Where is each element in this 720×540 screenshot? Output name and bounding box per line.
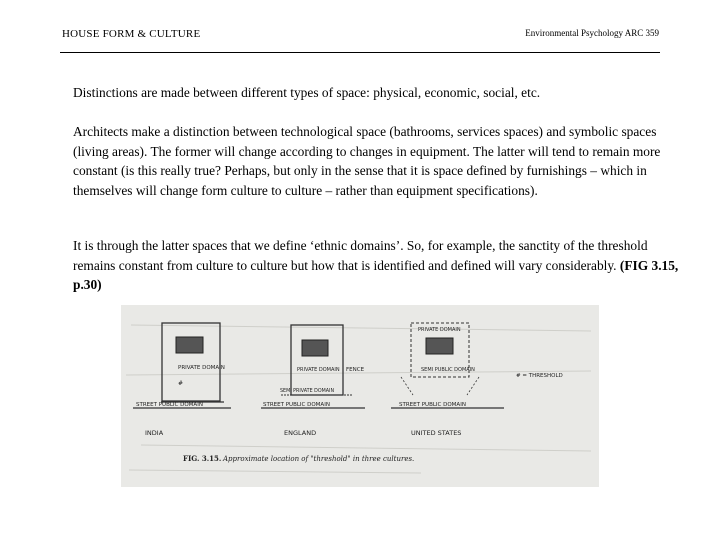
paragraph-ethnic-domains xyxy=(73,236,683,295)
figure-reference: (FIG 3.15, p.30) xyxy=(73,257,679,292)
england-label-private: PRIVATE DOMAIN xyxy=(297,367,340,373)
england-country-label: ENGLAND xyxy=(284,429,317,437)
header-divider xyxy=(60,52,660,53)
india-label-private: PRIVATE DOMAIN xyxy=(178,365,225,371)
us-country-label: UNITED STATES xyxy=(411,429,462,437)
paragraph-ethnic-domains-text: It is through the latter spaces that we define ‘ethnic domains’. So, for example, the sanctity of the threshold remains constant from culture to culture but how that is identified and defined will vary considerably. xyxy=(73,238,648,273)
paragraph-space-types: Distinctions are made between different types of space: physical, economic, social, etc. xyxy=(73,85,541,100)
figure-caption-text: Approximate location of "threshold" in three cultures. xyxy=(223,455,415,463)
paragraph-technological-symbolic: Architects make a distinction between technological space (bathrooms, services spaces) and symbolic spaces (living areas). The former will change according to changes in equipment. The latter will tend to remain more constant (is this really true? Perhaps, but only in the sense that it is space defined by furnishings – which in themselves will change form culture to culture – rather than equipment specifications). xyxy=(73,124,661,198)
threshold-figure xyxy=(121,305,599,487)
india-street-label: STREET PUBLIC DOMAIN xyxy=(136,402,203,408)
india-threshold-mark: # xyxy=(178,380,184,387)
us-street-label: STREET PUBLIC DOMAIN xyxy=(399,402,466,408)
us-room-block xyxy=(426,338,453,354)
england-room-block xyxy=(302,340,328,356)
india-room-block xyxy=(176,337,203,353)
england-street-label: STREET PUBLIC DOMAIN xyxy=(263,402,330,408)
figure-caption-number: FIG. 3.15. xyxy=(183,454,222,463)
england-label-fence: FENCE xyxy=(346,367,365,373)
threshold-legend: # = THRESHOLD xyxy=(516,373,563,379)
header-course-code: Environmental Psychology ARC 359 xyxy=(525,28,659,38)
header-course-title: HOUSE FORM & CULTURE xyxy=(62,28,201,40)
us-label-private: PRIVATE DOMAIN xyxy=(418,327,461,333)
india-country-label: INDIA xyxy=(145,429,164,437)
us-label-semi-public: SEMI PUBLIC DOMAIN xyxy=(421,367,475,373)
england-label-semi-private: SEMI PRIVATE DOMAIN xyxy=(280,389,335,394)
